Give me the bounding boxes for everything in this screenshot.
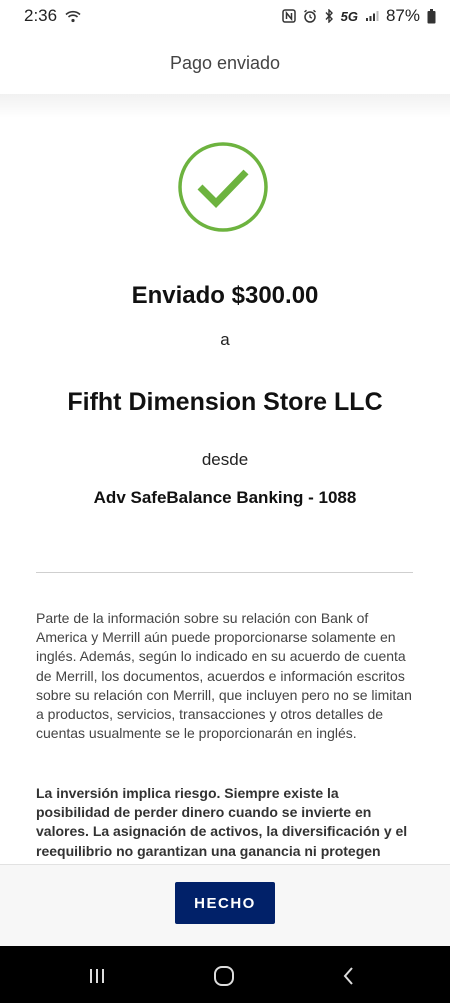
- language-disclosure: Parte de la información sobre su relación con Bank of America y Merrill aún puede proporcionarse solamente en inglés. Además, según lo indicado en su acuerdo de cuenta de Merrill, los documentos, acuerdos e información escritos sobre su relación con Merrill, que incluyen pero no se limitan a productos, servicios, transacciones y otros detalles de cuentas usualmente se le proporcionarán en inglés.: [36, 610, 412, 742]
- signal-icon: [365, 10, 379, 22]
- status-bar: [0, 0, 450, 32]
- nfc-icon: [282, 9, 296, 23]
- to-label: a: [220, 330, 230, 349]
- page-header: [0, 32, 450, 94]
- sent-amount: Enviado $300.00: [131, 282, 319, 309]
- divider: [36, 572, 413, 573]
- risk-disclosure: La inversión implica riesgo. Siempre existe la posibilidad de perder dinero cuando se invierte en valores. La asignación de activos, la diversificación y el reequilibrio no garantizan una ganancia ni protegen: [36, 785, 408, 859]
- wifi-icon: [65, 10, 81, 23]
- recents-icon[interactable]: [83, 962, 111, 990]
- checkmark-circle-icon: [178, 142, 268, 232]
- status-time: 2:36: [24, 6, 58, 25]
- confirmation-content: [0, 94, 450, 864]
- home-icon[interactable]: [210, 962, 238, 990]
- from-label: desde: [201, 450, 249, 469]
- system-nav-bar: [0, 946, 450, 1003]
- battery-icon: [427, 9, 436, 24]
- status-left: [24, 6, 81, 26]
- back-icon[interactable]: [335, 962, 363, 990]
- page-title: Pago enviado: [169, 52, 281, 73]
- header-shadow: [0, 94, 450, 118]
- bluetooth-icon: [324, 9, 334, 23]
- done-button[interactable]: HECHO: [175, 882, 275, 924]
- battery-level: 87%: [385, 6, 420, 25]
- network-type: 5G: [340, 8, 358, 24]
- source-account: Adv SafeBalance Banking - 1088: [93, 488, 357, 507]
- payee-name: Fifht Dimension Store LLC: [67, 388, 383, 416]
- bottom-action-bar: [0, 864, 450, 947]
- alarm-icon: [303, 9, 317, 23]
- status-right: [282, 6, 436, 26]
